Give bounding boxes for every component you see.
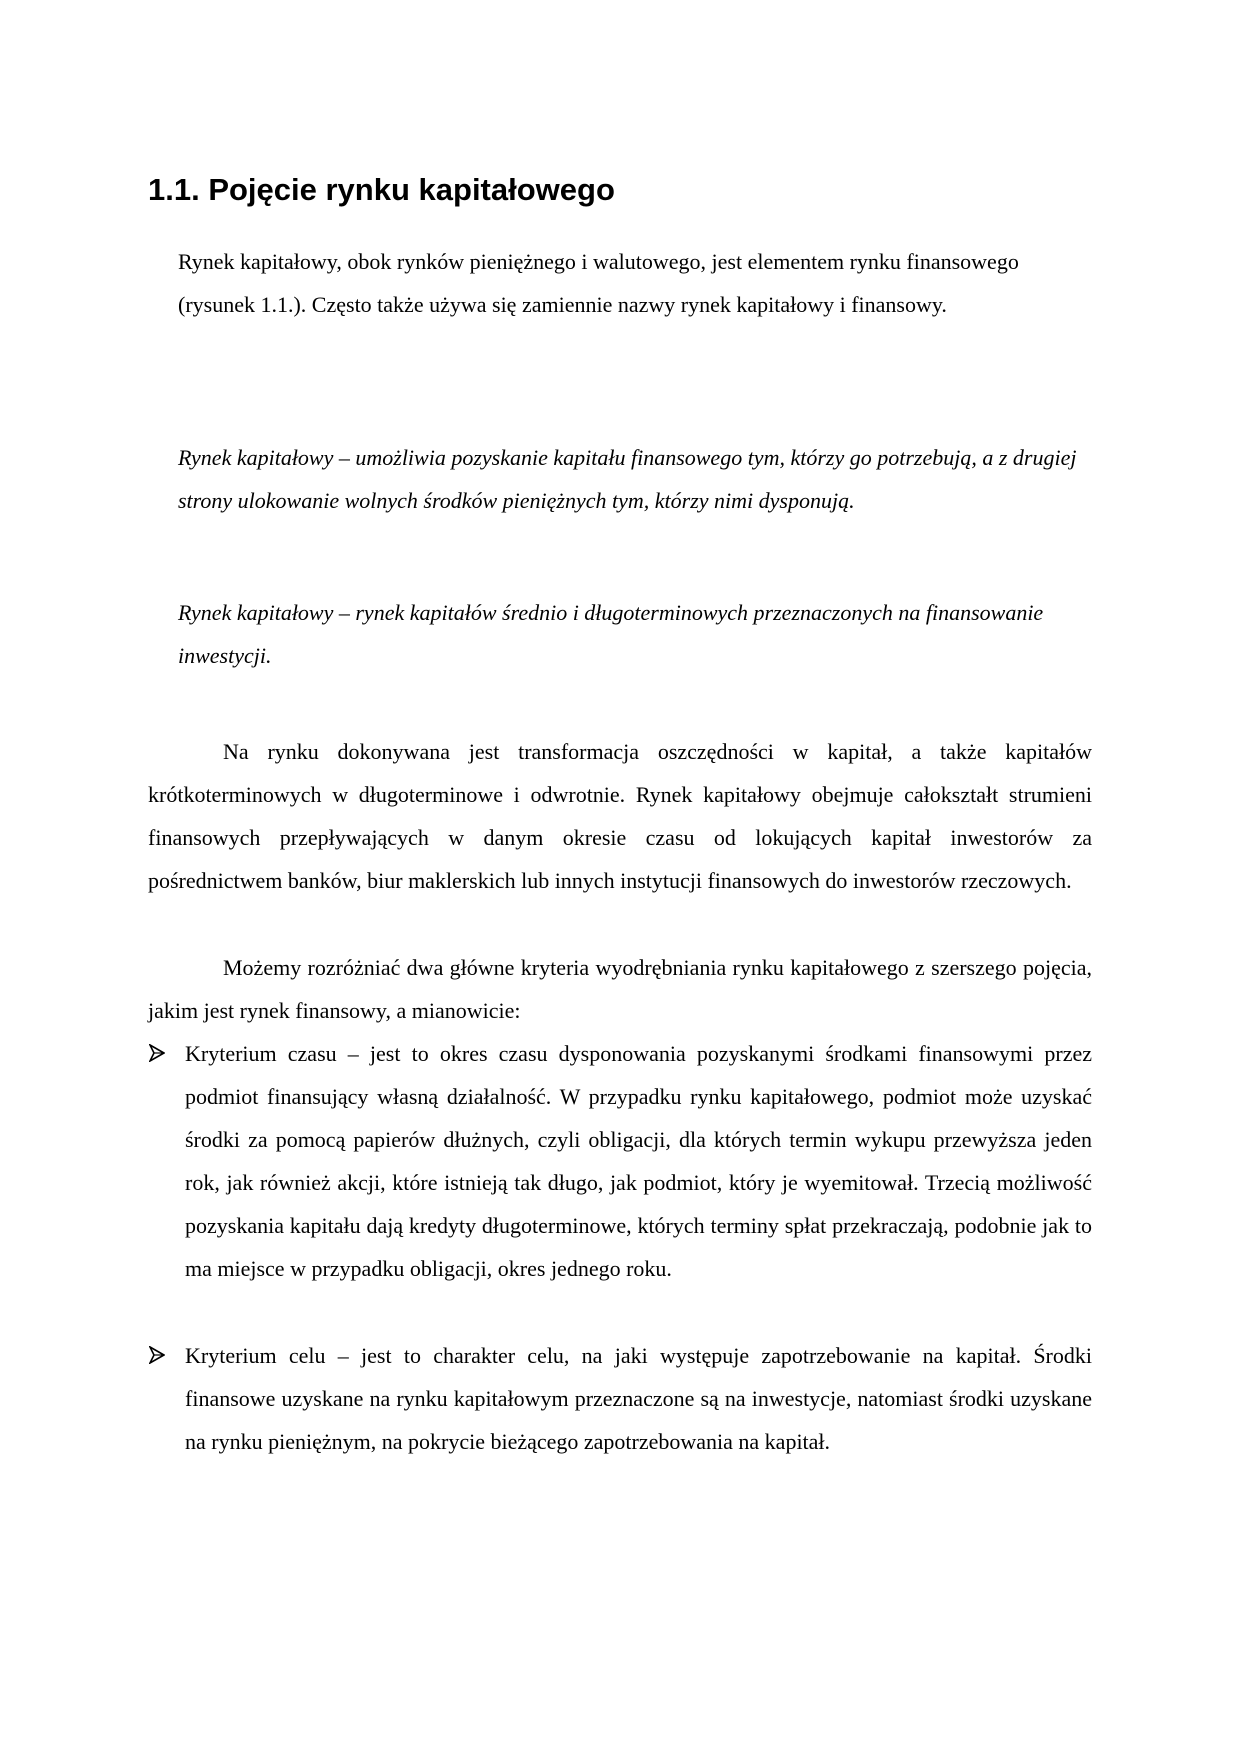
criterion-goal-text: Kryterium celu – jest to charakter celu, na jaki występuje zapotrzebowanie na kapitał. Środki finansowe uzyskane na rynku kapitałowym przeznaczone są na inwestycje, natomiast środki uzyskane na rynku pieniężnym, na pokrycie bieżącego zapotrzebowania na kapitał.	[185, 1343, 1092, 1454]
arrowhead-bullet-icon	[149, 1044, 165, 1062]
intro-paragraph: Rynek kapitałowy, obok rynków pieniężnego i walutowego, jest elementem rynku finansowego (rysunek 1.1.). Często także używa się zamiennie nazwy rynek kapitałowy i finansowy.	[178, 249, 1019, 317]
section-heading: 1.1. Pojęcie rynku kapitałowego	[148, 172, 615, 207]
body-paragraph-2: Możemy rozróżniać dwa główne kryteria wyodrębniania rynku kapitałowego z szerszego pojęcia, jakim jest rynek finansowy, a mianowicie:	[148, 955, 1092, 1023]
list-item	[148, 1032, 1092, 1290]
criteria-list-item-2	[148, 1334, 1092, 1463]
body-paragraph-1: Na rynku dokonywana jest transformacja oszczędności w kapitał, a także kapitałów krótkoterminowych w długoterminowe i odwrotnie. Rynek kapitałowy obejmuje całokształt strumieni finansowych przepływających w danym okresie czasu od lokujących kapitał inwestorów za pośrednictwem banków, biur maklerskich lub innych instytucji finansowych do inwestorów rzeczowych.	[148, 739, 1092, 893]
criteria-list-item-1	[148, 1032, 1092, 1290]
definition-2: Rynek kapitałowy – rynek kapitałów średnio i długoterminowych przeznaczonych na finansowanie inwestycji.	[178, 600, 1044, 668]
list-item	[148, 1334, 1092, 1463]
definition-1: Rynek kapitałowy – umożliwia pozyskanie kapitału finansowego tym, którzy go potrzebują, a z drugiej strony ulokowanie wolnych środków pieniężnych tym, którzy nimi dysponują.	[178, 445, 1077, 513]
arrowhead-bullet-icon	[149, 1346, 165, 1364]
criterion-time-text: Kryterium czasu – jest to okres czasu dysponowania pozyskanymi środkami finansowymi przez podmiot finansujący własną działalność. W przypadku rynku kapitałowego, podmiot może uzyskać środki za pomocą papierów dłużnych, czyli obligacji, dla których termin wykupu przewyższa jeden rok, jak również akcji, które istnieją tak długo, jak podmiot, który je wyemitował. Trzecią możliwość pozyskania kapitału dają kredyty długoterminowe, których terminy spłat przekraczają, podobnie jak to ma miejsce w przypadku obligacji, okres jednego roku.	[185, 1041, 1092, 1281]
